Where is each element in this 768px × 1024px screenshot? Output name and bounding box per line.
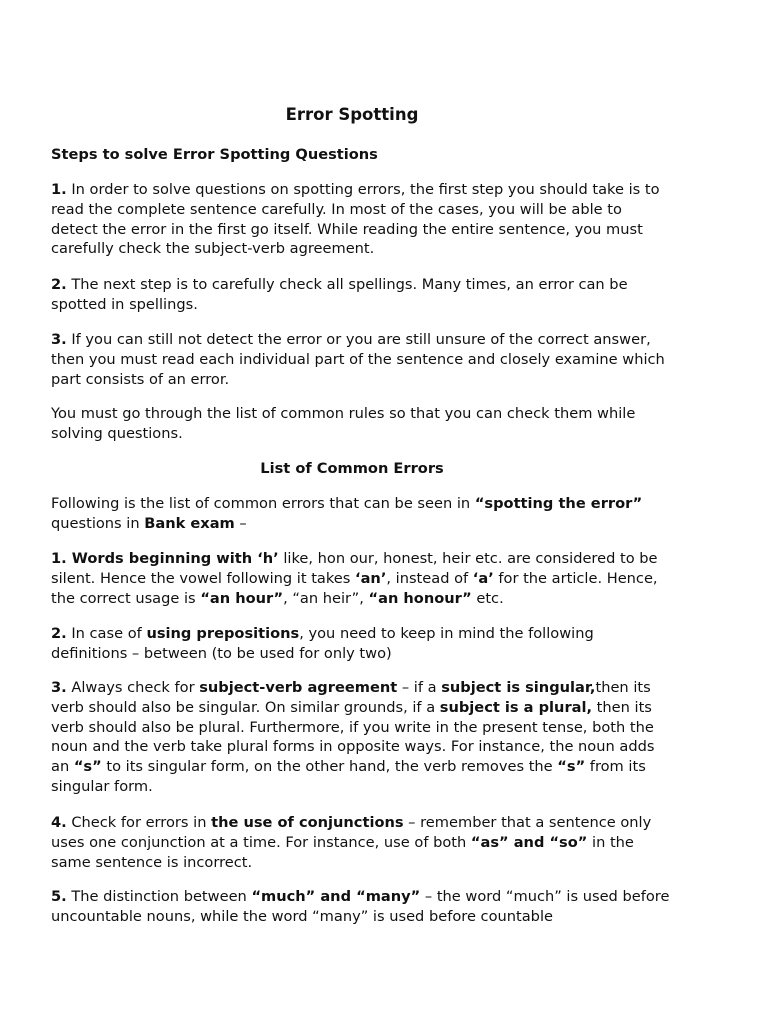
steps-heading: Steps to solve Error Spotting Questions [51,146,378,163]
page-title: Error Spotting [285,105,419,124]
rules-note-paragraph: You must go through the list of common rules so that you can check them while solving questions. [51,405,636,442]
list-heading: List of Common Errors [260,460,444,477]
step-1-paragraph: 1. In order to solve questions on spotting errors, the first step you should take is to read the complete sentence carefully. In most of the cases, you will be able to detect the error in the first go itself. While reading the entire sentence, you must carefully check the subject-verb agreement. [51,181,660,258]
step-3-paragraph: 3. If you can still not detect the error or you are still unsure of the correct answer, then you must read each individual part of the sentence and closely examine which part consists of an error. [51,331,665,388]
intro-paragraph: Following is the list of common errors that can be seen in “spotting the error” questions in Bank exam – [51,495,643,532]
rule-4-paragraph: 4. Check for errors in the use of conjunctions – remember that a sentence only uses one conjunction at a time. For instance, use of both “as” and “so” in the same sentence is incorrect. [51,814,652,871]
rule-1-paragraph: 1. Words beginning with ‘h’ like, hon our, honest, heir etc. are considered to be silent. Hence the vowel following it takes ‘an’, instead of ‘a’ for the article. Hence, the correct usage is “an hour”, “an heir”, “an honour” etc. [51,550,658,607]
rule-5-paragraph: 5. The distinction between “much” and “many” – the word “much” is used before uncountable nouns, while the word “many” is used before countable [51,888,670,925]
step-2-paragraph: 2. The next step is to carefully check all spellings. Many times, an error can be spotted in spellings. [51,276,628,313]
rule-3-paragraph: 3. Always check for subject-verb agreement – if a subject is singular,then its verb should also be singular. On similar grounds, if a subject is a plural, then its verb should also be plural. Furthermore, if you write in the present tense, both the noun and the verb take plural forms in opposite ways. For instance, the noun adds an “s” to its singular form, on the other hand, the verb removes the “s” from its singular form. [51,679,655,795]
rule-2-paragraph: 2. In case of using prepositions, you need to keep in mind the following definitions – between (to be used for only two) [51,625,594,662]
